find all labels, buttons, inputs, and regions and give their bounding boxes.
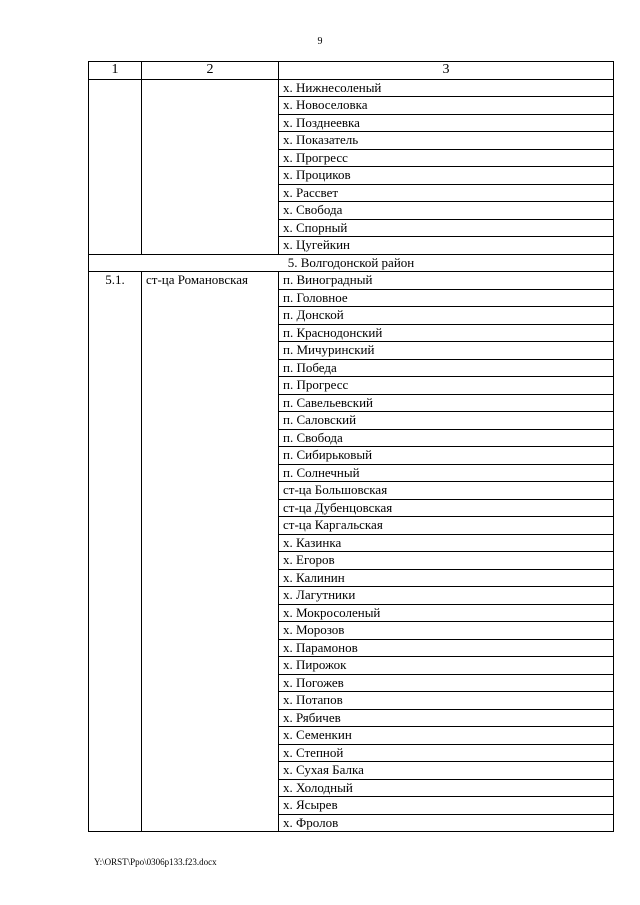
table-row: [89, 79, 614, 97]
settlement-cell: х. Рассвет: [279, 184, 614, 202]
number-cell: [89, 79, 142, 254]
settlement-cell: х. Свобода: [279, 202, 614, 220]
settlement-cell: х. Показатель: [279, 132, 614, 150]
settlement-cell: х. Морозов: [279, 622, 614, 640]
settlement-cell: п. Краснодонский: [279, 324, 614, 342]
settlement-cell: х. Пирожок: [279, 657, 614, 675]
section-row: [89, 254, 614, 272]
settlement-cell: п. Мичуринский: [279, 342, 614, 360]
settlement-cell: п. Савельевский: [279, 394, 614, 412]
settlement-cell: х. Степной: [279, 744, 614, 762]
settlement-cell: х. Калинин: [279, 569, 614, 587]
settlement-cell: х. Рябичев: [279, 709, 614, 727]
settlement-cell: ст-ца Большовская: [279, 482, 614, 500]
settlement-cell: п. Свобода: [279, 429, 614, 447]
number-cell: 5.1.: [89, 272, 142, 832]
settlement-cell: п. Саловский: [279, 412, 614, 430]
settlements-table: [88, 61, 614, 832]
settlement-cell: п. Победа: [279, 359, 614, 377]
settlement-cell: п. Солнечный: [279, 464, 614, 482]
table-body: [89, 79, 614, 832]
settlement-cell: х. Фролов: [279, 814, 614, 832]
settlement-cell: ст-ца Каргальская: [279, 517, 614, 535]
settlement-cell: ст-ца Дубенцовская: [279, 499, 614, 517]
settlement-cell: х. Мокросоленый: [279, 604, 614, 622]
settlement-cell: х. Прогресс: [279, 149, 614, 167]
settlement-cell: п. Прогресс: [279, 377, 614, 395]
center-cell: ст-ца Романовская: [142, 272, 279, 832]
table-header-row: [89, 62, 614, 80]
header-col-3: 3: [279, 62, 614, 80]
settlement-cell: х. Цугейкин: [279, 237, 614, 255]
settlement-cell: п. Головное: [279, 289, 614, 307]
header-col-1: 1: [89, 62, 142, 80]
settlement-cell: х. Казинка: [279, 534, 614, 552]
settlement-cell: х. Потапов: [279, 692, 614, 710]
header-col-2: 2: [142, 62, 279, 80]
section-title: 5. Волгодонской район: [89, 254, 614, 272]
page-number: 9: [317, 36, 323, 47]
settlement-cell: х. Нижнесоленый: [279, 79, 614, 97]
settlement-cell: х. Парамонов: [279, 639, 614, 657]
settlement-cell: х. Спорный: [279, 219, 614, 237]
settlement-cell: х. Лагутники: [279, 587, 614, 605]
footer-file-path: Y:\ORST\Ppo\0306p133.f23.docx: [94, 857, 217, 867]
settlement-cell: п. Сибирьковый: [279, 447, 614, 465]
settlement-cell: х. Позднеевка: [279, 114, 614, 132]
table-row: [89, 272, 614, 290]
settlement-cell: п. Виноградный: [279, 272, 614, 290]
settlement-cell: х. Погожев: [279, 674, 614, 692]
settlement-cell: х. Холодный: [279, 779, 614, 797]
settlement-cell: х. Егоров: [279, 552, 614, 570]
settlement-cell: х. Новоселовка: [279, 97, 614, 115]
settlement-cell: х. Сухая Балка: [279, 762, 614, 780]
settlement-cell: х. Ясырев: [279, 797, 614, 815]
settlement-cell: х. Семенкин: [279, 727, 614, 745]
center-cell: [142, 79, 279, 254]
settlement-cell: п. Донской: [279, 307, 614, 325]
settlement-cell: х. Проциков: [279, 167, 614, 185]
